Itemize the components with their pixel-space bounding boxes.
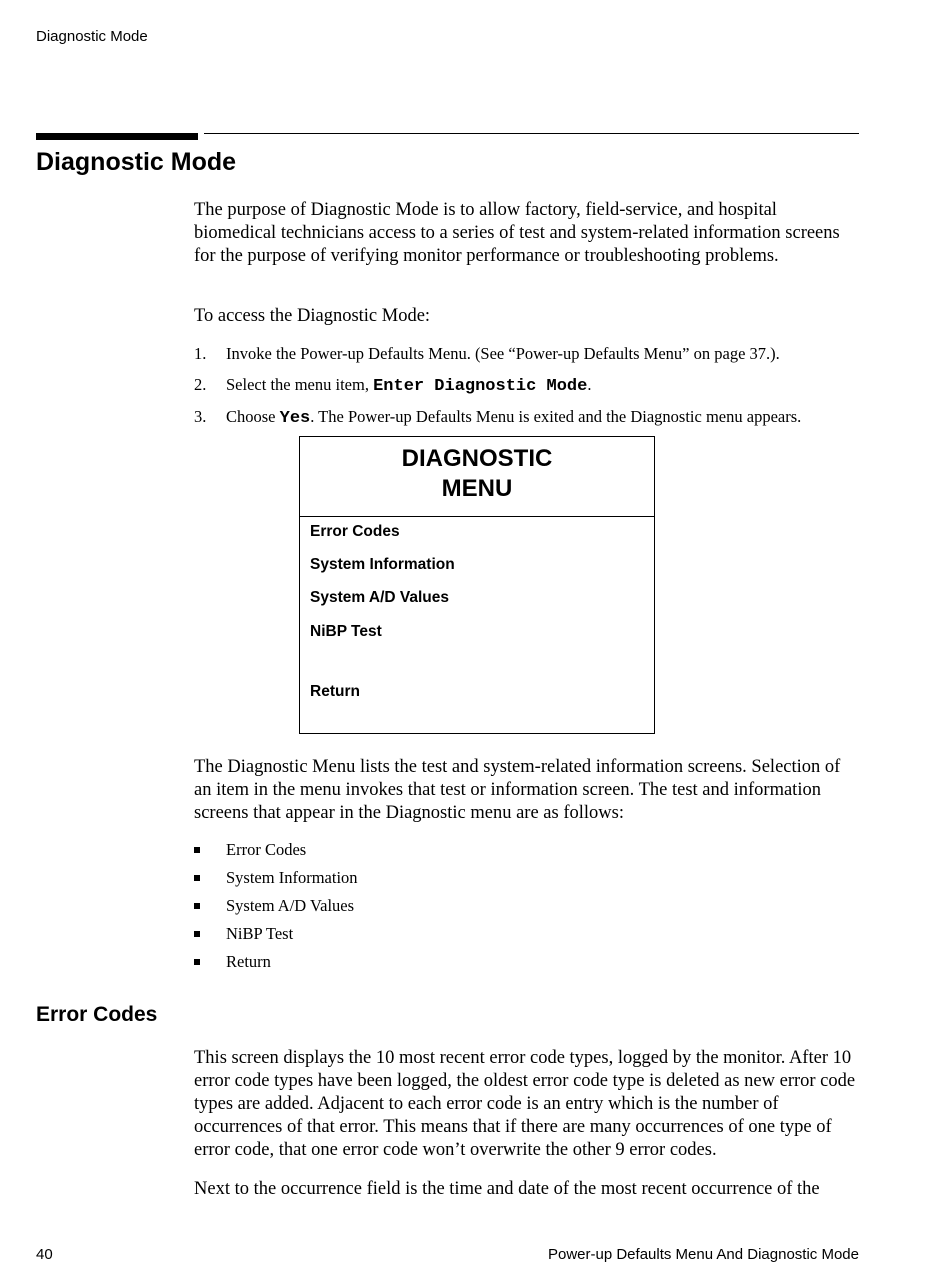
error-codes-continued: Next to the occurrence field is the time and date of the most recent occurrence of the	[194, 1179, 820, 1199]
list-item	[194, 867, 358, 889]
menu-title	[300, 437, 654, 517]
menu-item-code: Enter Diagnostic Mode	[373, 377, 588, 396]
list-item-text: System Information	[226, 868, 358, 887]
step-1	[194, 343, 780, 365]
step-number: 3.	[194, 407, 207, 426]
list-item	[194, 895, 354, 917]
bullet-icon	[194, 847, 200, 853]
option-code: Yes	[279, 409, 311, 428]
menu-item-nibp-test: NiBP Test	[310, 623, 382, 640]
list-item-text: NiBP Test	[226, 924, 294, 943]
section-title: Diagnostic Mode	[36, 148, 237, 176]
menu-item-system-ad-values: System A/D Values	[310, 589, 449, 606]
list-item	[194, 839, 306, 861]
running-header: Diagnostic Mode	[36, 28, 148, 45]
menu-title-line-1: DIAGNOSTIC	[401, 445, 553, 472]
step-text: Select the menu item,	[226, 375, 374, 394]
bullet-icon	[194, 903, 200, 909]
step-3	[194, 406, 801, 430]
footer-chapter-title: Power-up Defaults Menu And Diagnostic Mode	[547, 1246, 859, 1263]
section-rule-thick	[36, 133, 198, 140]
bullet-icon	[194, 875, 200, 881]
access-lead: To access the Diagnostic Mode:	[194, 306, 431, 326]
menu-title-line-2: MENU	[441, 475, 513, 502]
page-number: 40	[36, 1246, 53, 1263]
step-text: . The Power-up Defaults Menu is exited and the Diagnostic menu appears.	[310, 407, 802, 426]
subsection-title: Error Codes	[36, 1003, 158, 1026]
section-rule-thin	[204, 133, 859, 134]
list-item-text: Error Codes	[226, 840, 307, 859]
menu-item-return: Return	[310, 683, 360, 700]
intro-paragraph: The purpose of Diagnostic Mode is to allow factory, field-service, and hospital biomedical technicians access to a series of test and system-related information screens for the purpose of verifying monitor performance or troubleshooting problems.	[194, 200, 840, 266]
diagnostic-menu-figure	[299, 436, 655, 734]
bullet-icon	[194, 931, 200, 937]
menu-item-error-codes: Error Codes	[310, 523, 400, 540]
step-text: .	[587, 375, 592, 394]
step-text: Choose	[226, 407, 280, 426]
menu-item-system-information: System Information	[310, 556, 455, 573]
step-number: 1.	[194, 344, 207, 363]
step-number: 2.	[194, 375, 207, 394]
list-item	[194, 951, 271, 973]
list-item-text: System A/D Values	[226, 896, 355, 915]
list-item	[194, 923, 293, 945]
bullet-icon	[194, 959, 200, 965]
step-2	[194, 374, 591, 398]
step-text: Invoke the Power-up Defaults Menu. (See “Power-up Defaults Menu” on page 37.).	[226, 344, 780, 363]
error-codes-paragraph: This screen displays the 10 most recent error code types, logged by the monitor. After 10 error code types have been logged, the oldest error code type is deleted as new error code types are added. Adjacent to each error code is an entry which is the number of occurrences of that error. This means that if there are many occurrences of one type of error code, that one error code won’t overwrite the other 9 error codes.	[194, 1048, 856, 1160]
menu-description: The Diagnostic Menu lists the test and system-related information screens. Selection of an item in the menu invokes that test or information screen. The test and information screens that appear in the Diagnostic menu are as follows:	[194, 757, 841, 823]
list-item-text: Return	[226, 952, 271, 971]
